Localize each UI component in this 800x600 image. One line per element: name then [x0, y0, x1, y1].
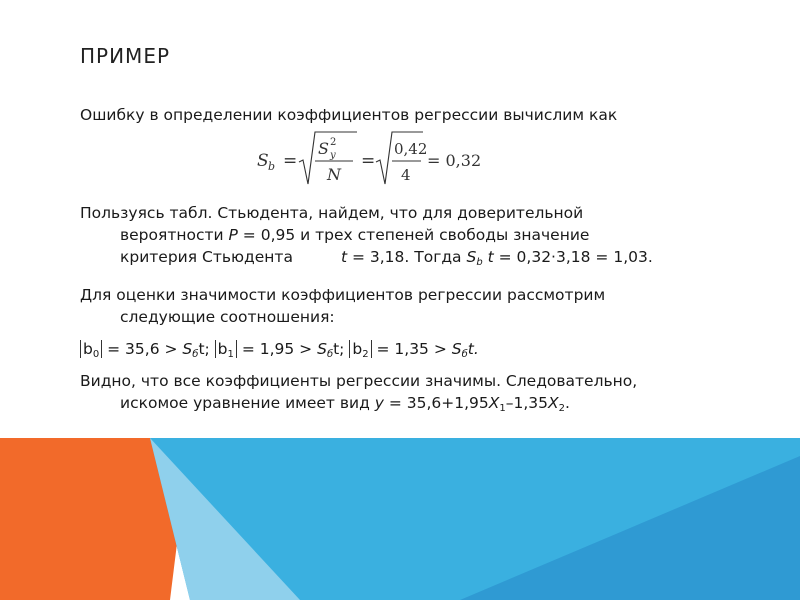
conclusion-line2: искомое уравнение имеет вид $y = 35,6+1,95X_1-1,35X_2$. — [120, 394, 570, 414]
abs-b0: $b_0$ — [80, 340, 102, 358]
abs-b2: $b_2$ — [349, 340, 371, 358]
formula-eq1: = — [283, 151, 298, 171]
intro-line: Ошибку в определении коэффициентов регрессии вычислим как — [80, 106, 618, 124]
formula-num-sup: 2 — [330, 137, 337, 148]
student-line3: критерия Стьюдента t = 3,18. Тогда $S_b$ t = 0,32·3,18 = 1,03. — [120, 248, 653, 268]
abs-b1: $b_1$ — [215, 340, 237, 358]
significance-line2: следующие соотношения: — [120, 308, 335, 326]
student-line1: Пользуясь табл. Стьюдента, найдем, что для доверительной — [80, 204, 584, 222]
significance-line1: Для оценки значимости коэффициентов регрессии рассмотрим — [80, 286, 606, 304]
decorative-footer — [0, 438, 800, 600]
slide-title: ПРИМЕР — [80, 44, 171, 68]
formula-lhs-sub: b — [268, 160, 276, 173]
conclusion-paragraph — [80, 370, 780, 414]
significance-paragraph — [80, 284, 760, 328]
coefficient-comparisons: $b_0 = 35,6 > S_бt$; $b_1 = 1,95 > S_бt$; $b_2 = 1,35 > S_бt$. — [80, 338, 760, 360]
formula-num-sub: y — [330, 150, 336, 161]
student-paragraph — [80, 202, 760, 268]
error-formula — [255, 130, 495, 190]
formula-result: = 0,32 — [427, 151, 482, 170]
formula-eq2: = — [361, 151, 376, 171]
conclusion-line1: Видно, что все коэффициенты регрессии значимы. Следовательно, — [80, 372, 638, 390]
formula-den: N — [327, 165, 341, 184]
formula-num: S — [318, 139, 329, 158]
student-line2: вероятности P = 0,95 и трех степеней свободы значение — [120, 226, 590, 244]
formula-den-value: 4 — [401, 166, 411, 184]
formula-lhs: S — [257, 151, 269, 171]
formula-num-value: 0,42 — [394, 140, 428, 158]
